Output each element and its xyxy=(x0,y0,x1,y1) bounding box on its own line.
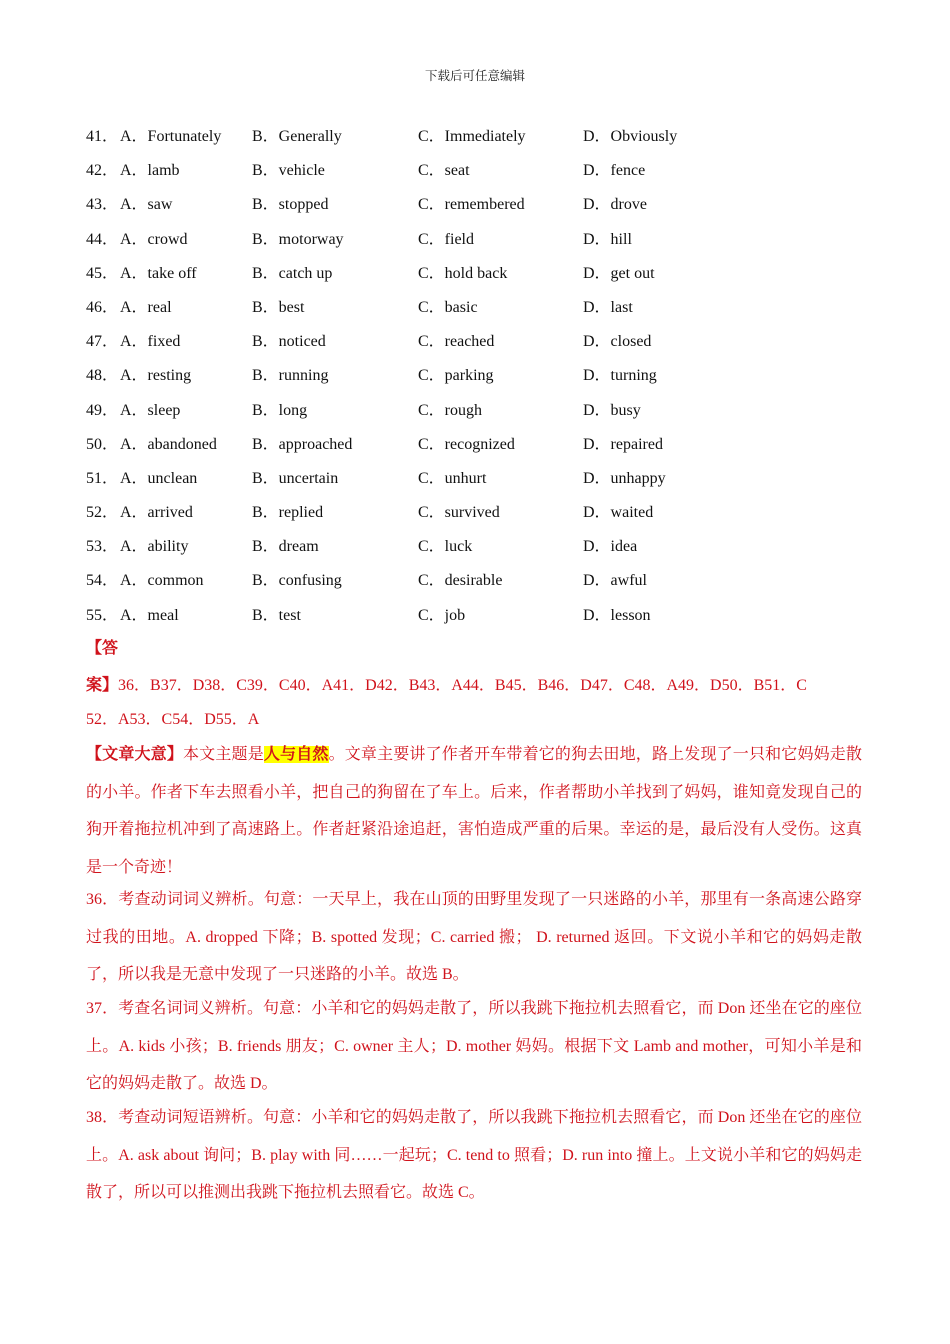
option-b: B．dream xyxy=(252,538,319,556)
option-a: A．meal xyxy=(120,606,179,624)
question-number: 48． xyxy=(86,367,119,385)
option-c: C．rough xyxy=(418,401,483,419)
option-d: D．unhappy xyxy=(583,469,666,487)
option-a: A．fixed xyxy=(120,333,181,351)
option-row xyxy=(86,188,866,222)
option-row xyxy=(86,325,866,359)
option-row xyxy=(86,496,866,530)
option-row xyxy=(86,120,866,154)
summary-paragraph xyxy=(86,736,862,886)
option-b: B．catch up xyxy=(252,264,333,282)
option-d: D．get out xyxy=(583,264,655,282)
option-c: C．remembered xyxy=(418,196,525,214)
explanation-37: 37．考查名词词义辨析。句意：小羊和它的妈妈走散了，所以我跳下拖拉机去照看它，而 Don 还坐在它的座位上。A. kids 小孩；B. friends 朋友；C. owner 主人；D. mother 妈妈。根据下文 Lamb and mother，可知小羊是和它的妈妈走散了。故选 D。 xyxy=(86,1000,862,1092)
option-row xyxy=(86,359,866,393)
option-b: B．Generally xyxy=(252,128,342,145)
option-b: B．best xyxy=(252,298,305,316)
question-number: 47． xyxy=(86,333,119,351)
option-c: C．luck xyxy=(418,538,473,556)
option-a: A．real xyxy=(120,298,172,316)
option-b: B．motorway xyxy=(252,230,344,248)
question-number: 55． xyxy=(86,606,119,624)
summary-label: 【文章大意】 xyxy=(86,746,184,763)
option-b: B．running xyxy=(252,367,329,385)
option-b: B．confusing xyxy=(252,572,342,590)
option-a: A．sleep xyxy=(120,401,181,419)
option-c: C．survived xyxy=(418,504,500,522)
question-number: 43． xyxy=(86,196,119,214)
option-c: C．seat xyxy=(418,162,470,180)
option-a: A．lamb xyxy=(120,162,180,180)
option-d: D．lesson xyxy=(583,606,651,624)
option-c: C．recognized xyxy=(418,435,515,453)
option-d: D．repaired xyxy=(583,435,663,453)
option-d: D．drove xyxy=(583,196,647,214)
answer-label-line2: 案】 xyxy=(86,677,119,694)
question-number: 42． xyxy=(86,162,119,180)
question-number: 44． xyxy=(86,230,119,248)
option-b: B．stopped xyxy=(252,196,329,214)
answer-keys: 36．B37．D38．C39．C40．A41．D42．B43．A44．B45．B46．D47．C48．A49．D50．B51．C xyxy=(118,677,807,694)
option-row xyxy=(86,530,866,564)
option-row xyxy=(86,291,866,325)
question-number: 41． xyxy=(86,128,119,145)
option-row xyxy=(86,462,866,496)
answer-label-line1: 【答 xyxy=(86,640,119,657)
option-b: B．vehicle xyxy=(252,162,325,180)
option-d: D．awful xyxy=(583,572,647,590)
option-b: B．approached xyxy=(252,435,353,453)
question-number: 53． xyxy=(86,538,119,556)
question-number: 45． xyxy=(86,264,119,282)
explanation-38: 38．考查动词短语辨析。句意：小羊和它的妈妈走散了，所以我跳下拖拉机去照看它，而 Don 还坐在它的座位上。A. ask about 询问；B. play with 同……一起玩；C. tend to 照看；D. run into 撞上。上文说小羊和它的妈妈走散了，所以可以推测出我跳下拖拉机去照看它。故选 C。 xyxy=(86,1109,862,1201)
option-d: D．closed xyxy=(583,333,652,351)
option-d: D．waited xyxy=(583,504,654,522)
summary-pre: 本文主题是 xyxy=(183,746,264,763)
option-d: D．fence xyxy=(583,162,646,180)
option-c: C．reached xyxy=(418,333,495,351)
summary-highlight: 人与自然 xyxy=(263,746,329,763)
option-d: D．turning xyxy=(583,367,657,385)
option-c: C．hold back xyxy=(418,264,508,282)
option-b: B．long xyxy=(252,401,308,419)
question-number: 46． xyxy=(86,298,119,316)
option-row xyxy=(86,257,866,291)
option-row xyxy=(86,154,866,188)
option-a: A．common xyxy=(120,572,204,590)
option-c: C．parking xyxy=(418,367,494,385)
option-a: A．abandoned xyxy=(120,435,217,453)
option-b: B．noticed xyxy=(252,333,326,351)
answer-line1 xyxy=(86,672,866,700)
option-c: C．basic xyxy=(418,298,478,316)
option-c: C．unhurt xyxy=(418,469,487,487)
option-d: D．last xyxy=(583,298,633,316)
option-d: D．idea xyxy=(583,538,638,556)
option-d: D．Obviously xyxy=(583,128,678,145)
option-b: B．uncertain xyxy=(252,469,339,487)
option-a: A．Fortunately xyxy=(120,128,222,145)
option-row xyxy=(86,394,866,428)
option-a: A．crowd xyxy=(120,230,188,248)
option-a: A．arrived xyxy=(120,504,193,522)
option-c: C．field xyxy=(418,230,474,248)
option-d: D．busy xyxy=(583,401,641,419)
option-a: A．unclean xyxy=(120,469,198,487)
option-row xyxy=(86,223,866,257)
page-header: 下载后可任意编辑 xyxy=(424,69,525,83)
question-number: 50． xyxy=(86,435,119,453)
option-c: C．Immediately xyxy=(418,128,526,145)
option-c: C．job xyxy=(418,606,466,624)
option-a: A．resting xyxy=(120,367,192,385)
options-list xyxy=(86,120,866,633)
option-c: C．desirable xyxy=(418,572,503,590)
question-number: 51． xyxy=(86,469,119,487)
summary-text: 。文章主要讲了作者开车带着它的狗去田地，路上发现了一只和它妈妈走散的小羊。作者下车去照看小羊，把自己的狗留在了车上。后来，作者帮助小羊找到了妈妈，谁知竟发现自己的狗开着拖拉机冲到了高速路上。作者赶紧沿途追赶，害怕造成严重的后果。幸运的是，最后没有人受伤。这真是一个奇迹！ xyxy=(86,746,862,876)
question-number: 52． xyxy=(86,504,119,522)
question-number: 54． xyxy=(86,572,119,590)
option-row xyxy=(86,564,866,598)
option-b: B．test xyxy=(252,606,301,624)
option-d: D．hill xyxy=(583,230,632,248)
option-row xyxy=(86,599,866,633)
option-row xyxy=(86,428,866,462)
explanation-36: 36．考查动词词义辨析。句意：一天早上，我在山顶的田野里发现了一只迷路的小羊，那里有一条高速公路穿过我的田地。A. dropped 下降；B. spotted 发现；C. carried 搬； D. returned 返回。下文说小羊和它的妈妈走散了，所以我是无意中发现了一只迷路的小羊。故选 B。 xyxy=(86,891,862,983)
option-a: A．saw xyxy=(120,196,173,214)
question-number: 49． xyxy=(86,401,119,419)
option-b: B．replied xyxy=(252,504,324,522)
option-a: A．ability xyxy=(120,538,189,556)
option-a: A．take off xyxy=(120,264,197,282)
answer-line2: 52．A53．C54．D55．A xyxy=(86,711,260,728)
